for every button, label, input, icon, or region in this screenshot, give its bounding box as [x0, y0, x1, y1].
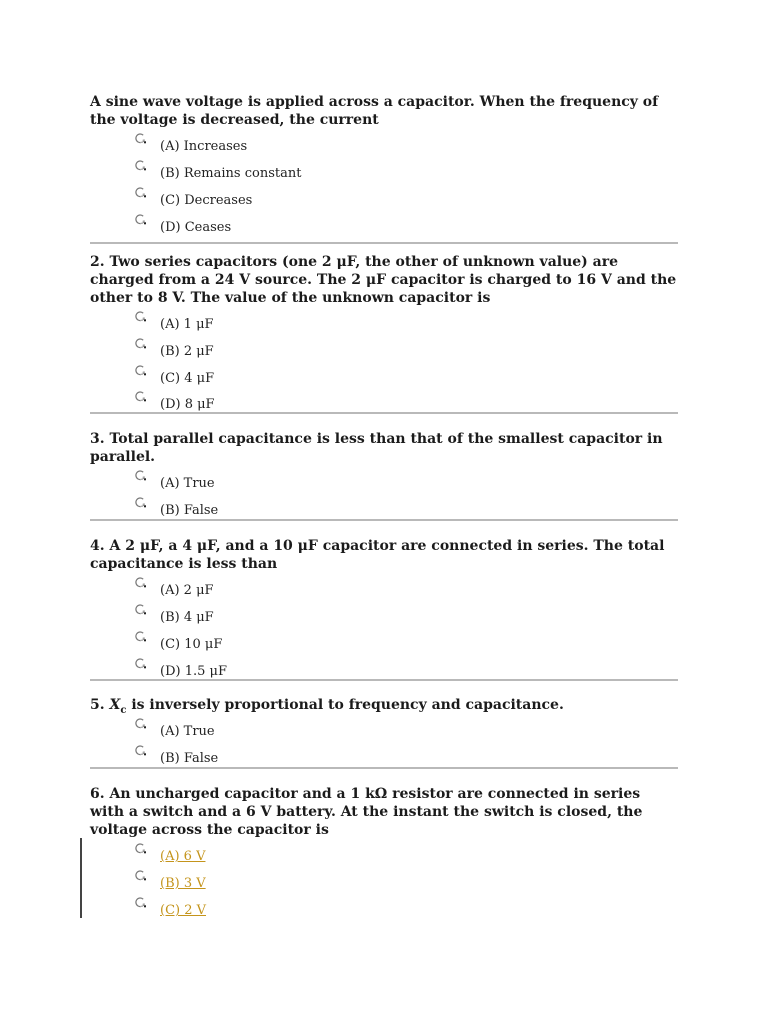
option-6a[interactable] [134, 843, 434, 869]
question-text: is inversely proportional to frequency and capacitance. [131, 697, 564, 713]
option-label: (C) Decreases [160, 193, 253, 208]
option-label: (B) False [160, 503, 219, 518]
divider [90, 412, 678, 414]
question-5-text [90, 696, 678, 714]
reactance-symbol: X [109, 697, 121, 713]
option-3a[interactable] [134, 470, 434, 496]
option-1d[interactable] [134, 214, 434, 240]
radio-button-icon[interactable] [134, 718, 146, 730]
option-5a[interactable] [134, 718, 434, 744]
option-label: (A) True [160, 476, 215, 491]
option-label: (B) 2 μF [160, 344, 214, 359]
radio-button-icon[interactable] [134, 311, 146, 323]
radio-button-icon[interactable] [134, 133, 146, 145]
option-label: (D) 8 μF [160, 397, 215, 412]
option-label: (D) 1.5 μF [160, 664, 227, 679]
option-label: (D) Ceases [160, 220, 232, 235]
option-label: (B) False [160, 751, 219, 766]
divider [90, 767, 678, 769]
question-6-text: 6. An uncharged capacitor and a 1 kΩ resistor are connected in series with a switch and a 6 V battery. At the instant the switch is closed, the voltage across the capacitor is [90, 786, 643, 838]
radio-button-icon[interactable] [134, 658, 146, 670]
option-label: (A) True [160, 724, 215, 739]
radio-button-icon[interactable] [134, 365, 146, 377]
option-label: (C) 4 μF [160, 371, 215, 386]
option-1c[interactable] [134, 187, 434, 213]
question-2-text: 2. Two series capacitors (one 2 μF, the other of unknown value) are charged from a 24 V source. The 2 μF capacitor is charged to 16 V and the other to 8 V. The value of the unknown capacitor is [90, 254, 677, 306]
option-4b[interactable] [134, 604, 434, 630]
radio-button-icon[interactable] [134, 470, 146, 482]
radio-button-icon[interactable] [134, 843, 146, 855]
reactance-subscript: c [120, 704, 127, 716]
radio-button-icon[interactable] [134, 338, 146, 350]
option-2b[interactable] [134, 338, 434, 364]
option-1a[interactable] [134, 133, 434, 159]
option-label: (B) 4 μF [160, 610, 214, 625]
option-link[interactable]: (B) 3 V [160, 876, 206, 891]
option-label: (B) Remains constant [160, 166, 302, 181]
question-number: 5. [90, 697, 105, 713]
option-label: (A) Increases [160, 139, 248, 154]
option-link[interactable]: (C) 2 V [160, 903, 207, 918]
radio-button-icon[interactable] [134, 577, 146, 589]
radio-button-icon[interactable] [134, 870, 146, 882]
left-margin-bar [80, 838, 82, 918]
option-label: (C) 10 μF [160, 637, 223, 652]
radio-button-icon[interactable] [134, 391, 146, 403]
option-6b[interactable] [134, 870, 434, 896]
option-6c[interactable] [134, 897, 434, 923]
option-4a[interactable] [134, 577, 434, 603]
radio-button-icon[interactable] [134, 604, 146, 616]
option-2a[interactable] [134, 311, 434, 337]
radio-button-icon[interactable] [134, 745, 146, 757]
option-4c[interactable] [134, 631, 434, 657]
question-4-text: 4. A 2 μF, a 4 μF, and a 10 μF capacitor are connected in series. The total capacitance is less than [90, 538, 665, 572]
option-label: (A) 1 μF [160, 317, 214, 332]
radio-button-icon[interactable] [134, 160, 146, 172]
divider [90, 519, 678, 521]
option-1b[interactable] [134, 160, 434, 186]
radio-button-icon[interactable] [134, 897, 146, 909]
divider [90, 242, 678, 244]
divider [90, 679, 678, 681]
radio-button-icon[interactable] [134, 631, 146, 643]
radio-button-icon[interactable] [134, 214, 146, 226]
radio-button-icon[interactable] [134, 187, 146, 199]
radio-button-icon[interactable] [134, 497, 146, 509]
question-1-text: A sine wave voltage is applied across a capacitor. When the frequency of the voltage is decreased, the current [90, 94, 659, 128]
option-2c[interactable] [134, 365, 434, 391]
question-3-text: 3. Total parallel capacitance is less than that of the smallest capacitor in parallel. [90, 431, 663, 465]
option-label: (A) 2 μF [160, 583, 214, 598]
option-link[interactable]: (A) 6 V [160, 849, 206, 864]
